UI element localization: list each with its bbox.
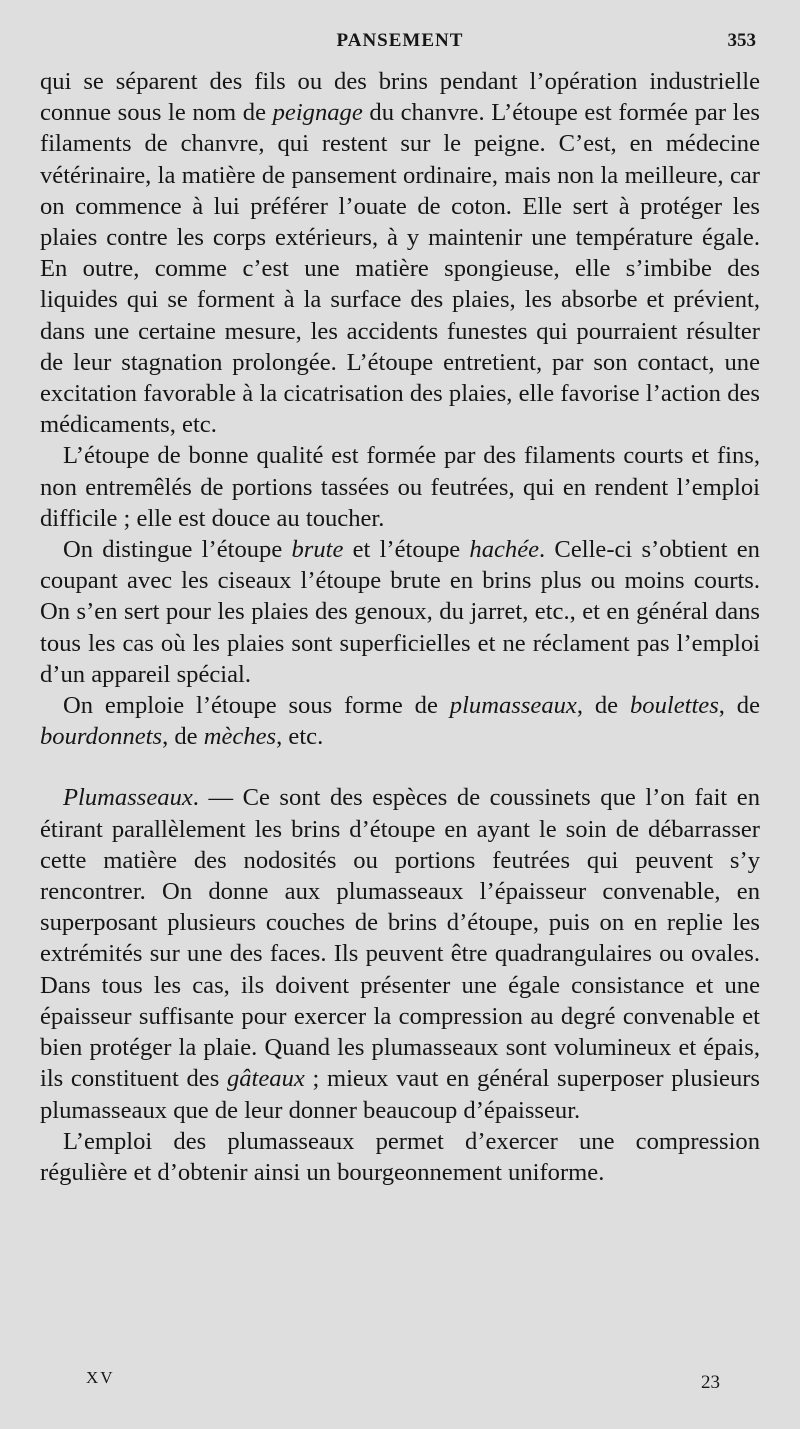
paragraph bbox=[40, 690, 760, 752]
italic-term: boulettes bbox=[629, 692, 719, 720]
text-run: L’emploi des plumasseaux permet d’exercer une compression régulière et d’obtenir ainsi un bourgeonnement uniforme. bbox=[40, 1127, 760, 1186]
text-run: . Celle-ci s’obtient en coupant avec les ciseaux l’étoupe brute en brins plus ou moins courts. On s’en sert pour les plaies des genoux, du jarret, etc., et en général dans tous les cas où les plaies sont superficielles et ne réclament pas l’emploi d’un appareil spécial. bbox=[40, 536, 760, 688]
text-run: On emploie l’étoupe sous forme de bbox=[63, 692, 450, 720]
paragraph bbox=[40, 534, 760, 690]
italic-term: Plumasseaux bbox=[63, 784, 193, 812]
italic-term: gâteaux bbox=[226, 1065, 305, 1093]
running-title: PANSEMENT bbox=[336, 30, 464, 51]
gathering-number: 23 bbox=[701, 1372, 720, 1393]
text-run: du chanvre. L’étoupe est formée par les filaments de chanvre, qui restent sur le peigne. C’est, en médecine vétérinaire, la matière de pansement ordinaire, mais non la meilleure, car on commence à lui préférer l’ouate de coton. Elle sert à protéger les plaies contre les corps extérieurs, à y maintenir une température égale. En outre, comme c’est une matière spongieuse, elle s’imbibe des liquides qui se forment à la surface des plaies, les absorbe et prévient, dans une certaine mesure, les accidents funestes qui pourraient résulter de leur stagnation prolongée. L’étoupe entretient, par son contact, une excitation favorable à la cicatrisation des plaies, elle favorise l’action des médicaments, etc. bbox=[40, 99, 760, 439]
text-run: et l’étoupe bbox=[343, 536, 470, 564]
text-run: qui se séparent des fils ou des brins pendant l’opération industrielle connue sous le nom de bbox=[40, 68, 760, 127]
paragraph bbox=[40, 1126, 760, 1188]
text-run: L’étoupe de bonne qualité est formée par des filaments courts et fins, non entremêlés de portions tassées ou feutrées, qui en rendent l’emploi difficile ; elle est douce au toucher. bbox=[40, 442, 760, 532]
text-run: , etc. bbox=[276, 723, 324, 751]
text-run: , de bbox=[576, 692, 630, 720]
text-run: , de bbox=[162, 723, 204, 751]
body-text bbox=[40, 66, 760, 1188]
italic-term: plumasseaux bbox=[449, 692, 577, 720]
signature-mark: XV bbox=[86, 1368, 115, 1387]
text-run: . — Ce sont des espèces de coussinets que l’on fait en étirant parallèlement les brins d’étoupe en ayant le soin de débarrasser cette matière des nodosités ou portions feutrées qui peuvent s’y rencontrer. On donne aux plumasseaux l’épaisseur convenable, en superposant plusieurs couches de brins d’étoupe, puis on en replie les extrémités sur une des faces. Ils peuvent être quadrangulaires ou ovales. Dans tous les cas, ils doivent présenter une égale consistance et une épaisseur suffisante pour exercer la compression au degré convenable et bien protéger la plaie. Quand les plumasseaux sont volumineux et épais, ils constituent des bbox=[40, 784, 760, 1093]
italic-term: mèches bbox=[203, 723, 277, 751]
italic-term: hachée bbox=[469, 536, 540, 564]
paragraph-section-plumasseaux bbox=[40, 782, 760, 1125]
text-run: On distingue l’étoupe bbox=[63, 536, 292, 564]
italic-term: brute bbox=[291, 536, 344, 564]
italic-term: bourdonnets bbox=[40, 723, 163, 751]
text-run: , de bbox=[718, 692, 761, 720]
italic-term: peignage bbox=[272, 99, 363, 127]
paragraph bbox=[40, 66, 760, 440]
page-number: 353 bbox=[727, 30, 756, 51]
text-run: ; mieux vaut en général superposer plusieurs plumasseaux que de leur donner beaucoup d’épaisseur. bbox=[40, 1065, 761, 1124]
paragraph bbox=[40, 440, 760, 534]
